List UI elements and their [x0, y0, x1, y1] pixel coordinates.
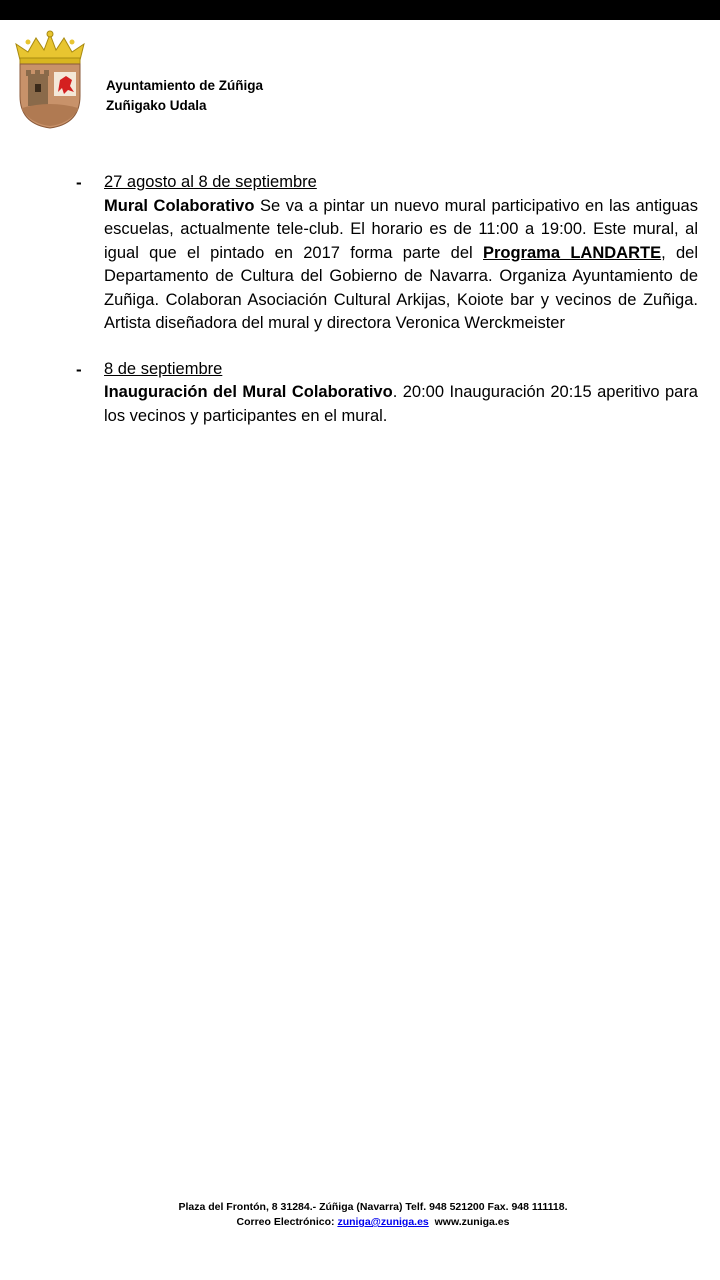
event-text: Se va a pintar un nuevo mural participativo en las antiguas escuelas, actualmente tele-club. El horario es de 11:00 a 19:00. Este mural, al igual que el pintado en 2017 forma parte del	[104, 196, 698, 262]
website-text: www.zuniga.es	[428, 1216, 510, 1228]
event-date: 27 agosto al 8 de septiembre	[104, 173, 317, 191]
coat-of-arms-icon	[8, 30, 92, 130]
top-status-bar	[0, 0, 720, 20]
footer-address: Plaza del Frontón, 8 31284.- Zúñiga (Navarra) Telf. 948 521200 Fax. 948 111118.	[178, 1201, 568, 1213]
event-item-mural	[76, 171, 698, 336]
organization-name	[106, 76, 263, 116]
event-title: Inauguración del Mural Colaborativo	[104, 383, 393, 401]
event-list	[76, 171, 698, 450]
footer-contact	[0, 1215, 720, 1230]
event-text: . 20:00 Inauguración 20:15 aperitivo para los vecinos y participantes en el mural.	[104, 383, 698, 425]
page-footer	[0, 1200, 720, 1230]
event-title: Mural Colaborativo	[104, 196, 255, 215]
event-date: 8 de septiembre	[104, 359, 223, 378]
bullet-dash: -	[76, 173, 82, 192]
bullet-dash: -	[76, 359, 82, 379]
event-text-continued: , del Departamento de Cultura del Gobierno de Navarra. Organiza Ayuntamiento de Zuñiga. Colaboran Asociación Cultural Arkijas, Koiote bar y vecinos de Zuñiga. Artista diseñadora del mural y directora Veronica Werckmeister	[104, 243, 699, 332]
event-item-inauguration	[76, 358, 698, 429]
organization-name-basque: Zuñigako Udala	[106, 98, 207, 113]
email-label: Correo Electrónico:	[236, 1216, 338, 1228]
event-description	[104, 381, 698, 428]
program-highlight: Programa LANDARTE	[483, 243, 662, 262]
email-link[interactable]: zuniga@zuniga.es	[337, 1216, 429, 1228]
organization-name-spanish: Ayuntamiento de Zúñiga	[106, 78, 264, 93]
event-description	[104, 195, 698, 336]
